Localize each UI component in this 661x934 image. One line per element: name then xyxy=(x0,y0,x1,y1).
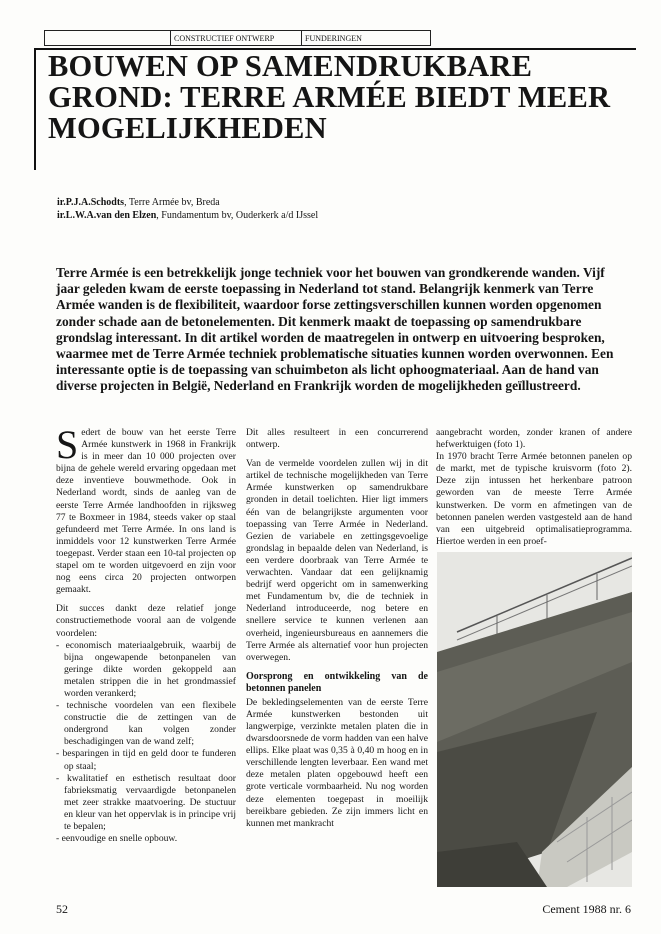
author-line xyxy=(57,209,318,222)
list-item: - economisch materiaalgebruik, waarbij de bijna ongewapende betonpanelen van geringe dikte worden gekoppeld aan metalen strippen die in het grondmassief worden verankerd; xyxy=(56,639,236,699)
body-paragraph: Van de vermelde voordelen zullen wij in dit artikel de technische mogelijkheden van Terre Armée kunstwerken op samendrukbare gronden in detail toelichten. Hier ligt immers één van de belangrijkste argumenten voor toepassing van Terre Armée in Nederland. Gezien de variabele en zettingsgevoelige grondslag in bepaalde delen van Nederland, is een verdere doorbraak van Terre Armée te verwachten. Vandaar dat een gelijknamig bedrijf werd opgericht om in samenwerking met Fundamentum bv, die de techniek in Nederland introduceerde, nog betere en snellere service te kunnen verlenen aan overheid, ingenieursbureaus en aannemers die Terre Armée als alternatief voor hun projecten overwegen. xyxy=(246,458,428,663)
list-item: - kwalitatief en esthetisch resultaat door fabrieksmatig vervaardigde betonpanelen met zeer strakke maatvoering. De stuctuur en kleur van het oppervlak is in principe vrij te bepalen; xyxy=(56,772,236,832)
header-cell-empty xyxy=(45,31,171,45)
list-item: - technische voordelen van een flexibele constructie die de zettingen van de ondergrond kan volgen zonder beschadigingen van de wand zelf; xyxy=(56,700,236,748)
author-name: ir.P.J.A.Schodts xyxy=(57,197,125,208)
author-affiliation: , Terre Armée bv, Breda xyxy=(124,197,220,208)
section-subheading: Oorsprong en ontwikkeling van de betonnen panelen xyxy=(246,670,428,694)
section-header xyxy=(44,30,431,46)
body-paragraph: Sedert de bouw van het eerste Terre Armée kunstwerk in 1968 in Frankrijk is in meer dan 10 000 projecten over bijna de gehele wereld ervaring opgedaan met deze inventieve bouwmethode. Ook in Nederland wordt, sinds de aanleg van de eerste Terre Armée landhoofden in rijksweg 77 te Boxmeer in 1984, steeds vaker op staal gefundeerd met Terre Armée. In ons land is inmiddels voor 12 kunstwerken Terre Armée toegepast. Verder staan een 10-tal projecten op stapel om te worden uitgevoerd en zijn voor nog eens circa 20 projecten ontworpen gemaakt. xyxy=(56,422,236,596)
drop-cap: S xyxy=(56,422,79,467)
body-column-2 xyxy=(246,427,428,837)
body-paragraph: aangebracht worden, zonder kranen of andere hefwerktuigen (foto 1). xyxy=(436,427,632,451)
lead-paragraph: Terre Armée is een betrekkelijk jonge techniek voor het bouwen van grondkerende wanden. Vijf jaar geleden kwam de eerste toepassing in Nederland tot stand. Belangrijk kenmerk van Terre Armée wanden is de flexibiliteit, waardoor forse zettingsverschillen kunnen worden opgenomen zonder schade aan de betonelementen. Dit kenmerk maakt de toepassing op samendrukbare grondslag interessant. In dit artikel worden de maatregelen in ontwerp en uitvoering besproken, waarmee met de Terre Armée techniek problematische situaties kunnen worden overwonnen. Een interessante optie is de toepassing van schuimbeton als licht ophoogmateriaal. Aan de hand van diverse projecten in België, Nederland en Frankrijk worden de mogelijkheden geïllustreerd. xyxy=(56,265,614,394)
retaining-wall-photo xyxy=(437,552,632,887)
advantages-list xyxy=(56,640,236,846)
author-line xyxy=(57,196,318,209)
journal-source: Cement 1988 nr. 6 xyxy=(542,902,631,916)
title-side-rule xyxy=(34,48,36,170)
author-affiliation: , Fundamentum bv, Ouderkerk a/d IJssel xyxy=(156,210,319,221)
header-cell-category: CONSTRUCTIEF ONTWERP xyxy=(171,31,302,45)
authors-block xyxy=(57,196,318,222)
body-column-1 xyxy=(56,422,236,845)
list-item: - besparingen in tijd en geld door te funderen op staal; xyxy=(56,748,236,772)
body-column-3 xyxy=(436,427,632,555)
body-paragraph: Dit alles resulteert in een concurrerend ontwerp. xyxy=(246,427,428,451)
body-paragraph: Dit succes dankt deze relatief jonge constructiemethode vooral aan de volgende voordelen: xyxy=(56,603,236,639)
list-item: - eenvoudige en snelle opbouw. xyxy=(56,833,178,845)
body-paragraph: De bekledingselementen van de eerste Terre Armée kunstwerken bestonden uit langwerpige, verzinkte metalen platen die in dwarsdoorsnede de vorm hadden van een halve ellips. Elke plaat was 0,35 à 0,40 m hoog en in verschillende lengten leverbaar. Een wand met deze metalen platen opgebouwd heeft een grote verticale vormbaarheid. Nu nog worden deze elementen toegepast in moeilijk bereikbare gebieden. Ze zijn immers licht en kunnen met mankracht xyxy=(246,696,428,829)
body-paragraph: In 1970 bracht Terre Armée betonnen panelen op de markt, met de typische kruisvorm (foto 2). Deze zijn intussen het herkenbare patroon geworden van de meeste Terre Armée kunstwerken. De vorm en afmetingen van de betonnen panelen werden vastgesteld aan de hand van een uitgebreid optimalisatieprogramma. Hiertoe werden in een proef- xyxy=(436,451,632,547)
photo-illustration xyxy=(437,552,632,887)
author-name: ir.L.W.A.van den Elzen xyxy=(57,210,157,221)
header-cell-topic: FUNDERINGEN xyxy=(305,33,362,43)
page-number: 52 xyxy=(56,902,68,916)
article-title: BOUWEN OP SAMENDRUKBARE GROND: TERRE ARMÉE BIEDT MEER MOGELIJKHEDEN xyxy=(48,49,611,145)
